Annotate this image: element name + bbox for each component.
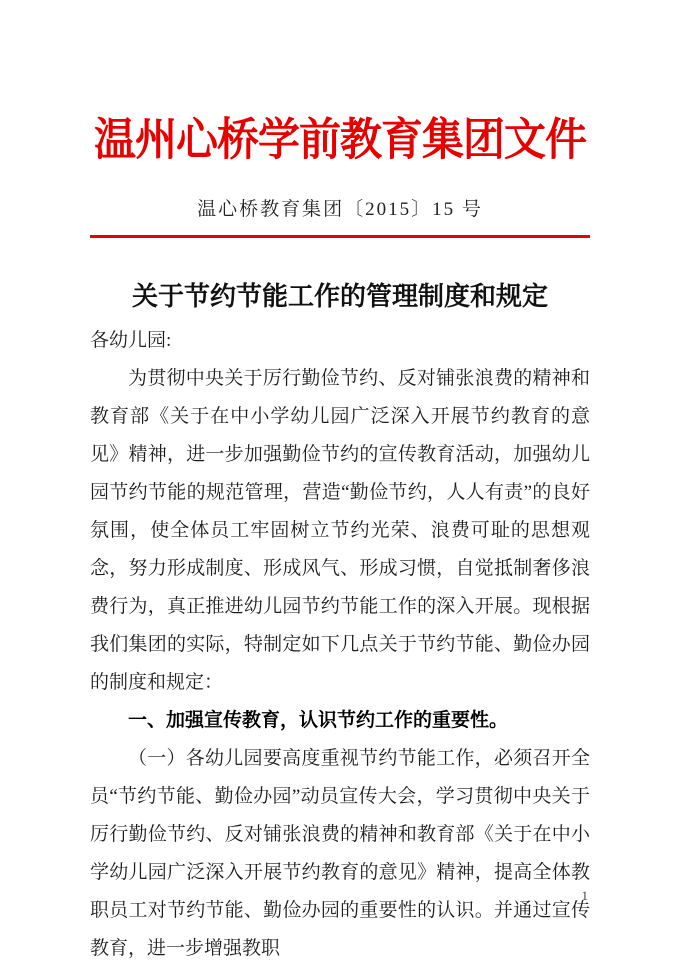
paragraph-item-1: （一）各幼儿园要高度重视节约节能工作，必须召开全员“节约节能、勤俭办园”动员宣传大会，学习贯彻中央关于厉行勤俭节约、反对铺张浪费的精神和教育部《关于在中小学幼儿园广泛深入开展节约教育的意见》精神，提高全体教职员工对节约节能、勤俭办园的重要性的认识。并通过宣传教育，进一步增强教职 — [90, 748, 590, 959]
letterhead-title: 温州心桥学前教育集团文件 — [93, 116, 586, 165]
section-heading-1: 一、加强宣传教育，认识节约工作的重要性。 — [128, 710, 509, 731]
paragraph-intro: 为贯彻中央关于厉行勤俭节约、反对铺张浪费的精神和教育部《关于在中小学幼儿园广泛深入开展节约教育的意见》精神，进一步加强勤俭节约的宣传教育活动，加强幼儿园节约节能的规范管理，营造“勤俭节约，人人有责”的良好氛围，使全体员工牢固树立节约光荣、浪费可耻的思想观念，努力形成制度、形成风气、形成习惯，自觉抵制奢侈浪费行为，真正推进幼儿园节约节能工作的深入开展。现根据我们集团的实际，特制定如下几点关于节约节能、勤俭办园的制度和规定： — [90, 368, 590, 693]
doc-number: 温心桥教育集团〔2015〕15 号 — [197, 199, 483, 220]
document-content — [90, 0, 590, 962]
red-divider-line — [90, 235, 590, 238]
document-title: 关于节约节能工作的管理制度和规定 — [131, 282, 548, 311]
page-number: 1 — [581, 888, 588, 903]
salutation: 各幼儿园: — [90, 330, 172, 351]
